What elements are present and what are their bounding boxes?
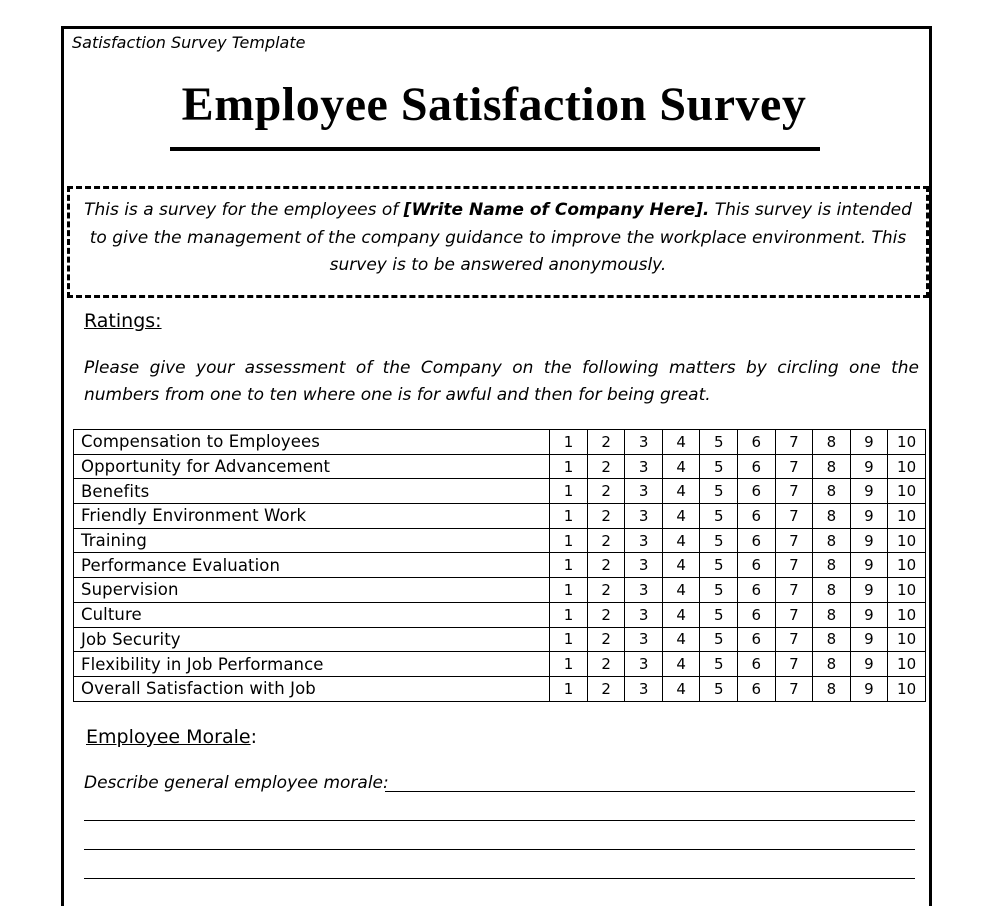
morale-answer-line[interactable] xyxy=(385,791,915,792)
rating-option-9[interactable]: 9 xyxy=(850,479,888,504)
rating-option-1[interactable]: 1 xyxy=(550,553,588,578)
rating-option-10[interactable]: 10 xyxy=(888,479,926,504)
rating-option-8[interactable]: 8 xyxy=(813,479,851,504)
rating-option-9[interactable]: 9 xyxy=(850,676,888,701)
rating-item-label: Compensation to Employees xyxy=(74,430,550,455)
rating-option-10[interactable]: 10 xyxy=(888,454,926,479)
rating-option-7[interactable]: 7 xyxy=(775,627,813,652)
rating-option-5[interactable]: 5 xyxy=(700,528,738,553)
rating-option-9[interactable]: 9 xyxy=(850,553,888,578)
rating-option-5[interactable]: 5 xyxy=(700,553,738,578)
rating-option-10[interactable]: 10 xyxy=(888,676,926,701)
rating-option-9[interactable]: 9 xyxy=(850,504,888,529)
rating-option-5[interactable]: 5 xyxy=(700,430,738,455)
rating-option-5[interactable]: 5 xyxy=(700,676,738,701)
rating-option-5[interactable]: 5 xyxy=(700,602,738,627)
rating-option-8[interactable]: 8 xyxy=(813,528,851,553)
rating-option-4[interactable]: 4 xyxy=(662,479,700,504)
rating-row xyxy=(74,504,926,529)
rating-option-1[interactable]: 1 xyxy=(550,676,588,701)
rating-option-10[interactable]: 10 xyxy=(888,652,926,677)
rating-option-2[interactable]: 2 xyxy=(587,652,625,677)
rating-row xyxy=(74,652,926,677)
rating-option-10[interactable]: 10 xyxy=(888,430,926,455)
rating-option-2[interactable]: 2 xyxy=(587,676,625,701)
rating-option-6[interactable]: 6 xyxy=(738,430,776,455)
intro-text-start: This is a survey for the employees of xyxy=(84,200,404,220)
rating-option-3[interactable]: 3 xyxy=(625,652,663,677)
morale-answer-line[interactable] xyxy=(84,849,915,850)
rating-option-7[interactable]: 7 xyxy=(775,652,813,677)
rating-option-2[interactable]: 2 xyxy=(587,504,625,529)
rating-option-4[interactable]: 4 xyxy=(662,652,700,677)
rating-option-4[interactable]: 4 xyxy=(662,504,700,529)
rating-option-2[interactable]: 2 xyxy=(587,479,625,504)
rating-option-6[interactable]: 6 xyxy=(738,553,776,578)
rating-option-8[interactable]: 8 xyxy=(813,504,851,529)
rating-option-9[interactable]: 9 xyxy=(850,602,888,627)
rating-option-2[interactable]: 2 xyxy=(587,553,625,578)
rating-option-9[interactable]: 9 xyxy=(850,454,888,479)
rating-option-3[interactable]: 3 xyxy=(625,504,663,529)
rating-option-7[interactable]: 7 xyxy=(775,676,813,701)
rating-option-9[interactable]: 9 xyxy=(850,652,888,677)
rating-option-6[interactable]: 6 xyxy=(738,528,776,553)
rating-option-8[interactable]: 8 xyxy=(813,553,851,578)
rating-option-3[interactable]: 3 xyxy=(625,528,663,553)
rating-item-label: Overall Satisfaction with Job xyxy=(74,676,550,701)
company-name-placeholder[interactable]: [Write Name of Company Here]. xyxy=(403,200,710,220)
rating-option-1[interactable]: 1 xyxy=(550,504,588,529)
rating-option-8[interactable]: 8 xyxy=(813,578,851,603)
rating-option-8[interactable]: 8 xyxy=(813,430,851,455)
rating-option-3[interactable]: 3 xyxy=(625,430,663,455)
rating-option-10[interactable]: 10 xyxy=(888,528,926,553)
rating-option-3[interactable]: 3 xyxy=(625,454,663,479)
rating-option-9[interactable]: 9 xyxy=(850,578,888,603)
rating-option-8[interactable]: 8 xyxy=(813,602,851,627)
morale-heading-text: Employee Morale xyxy=(86,726,251,748)
rating-item-label: Flexibility in Job Performance xyxy=(74,652,550,677)
rating-option-3[interactable]: 3 xyxy=(625,553,663,578)
rating-option-8[interactable]: 8 xyxy=(813,676,851,701)
rating-option-6[interactable]: 6 xyxy=(738,602,776,627)
rating-row xyxy=(74,578,926,603)
rating-option-1[interactable]: 1 xyxy=(550,479,588,504)
rating-option-6[interactable]: 6 xyxy=(738,676,776,701)
rating-option-4[interactable]: 4 xyxy=(662,627,700,652)
rating-option-1[interactable]: 1 xyxy=(550,454,588,479)
rating-row xyxy=(74,454,926,479)
rating-item-label: Culture xyxy=(74,602,550,627)
morale-answer-line[interactable] xyxy=(84,820,915,821)
rating-option-1[interactable]: 1 xyxy=(550,430,588,455)
rating-item-label: Job Security xyxy=(74,627,550,652)
rating-option-6[interactable]: 6 xyxy=(738,652,776,677)
morale-answer-line[interactable] xyxy=(84,878,915,879)
rating-option-8[interactable]: 8 xyxy=(813,627,851,652)
rating-option-5[interactable]: 5 xyxy=(700,652,738,677)
rating-option-7[interactable]: 7 xyxy=(775,528,813,553)
rating-option-4[interactable]: 4 xyxy=(662,578,700,603)
rating-option-6[interactable]: 6 xyxy=(738,578,776,603)
rating-option-2[interactable]: 2 xyxy=(587,602,625,627)
rating-option-6[interactable]: 6 xyxy=(738,504,776,529)
rating-option-4[interactable]: 4 xyxy=(662,430,700,455)
rating-option-7[interactable]: 7 xyxy=(775,578,813,603)
rating-option-6[interactable]: 6 xyxy=(738,627,776,652)
rating-option-10[interactable]: 10 xyxy=(888,504,926,529)
rating-row xyxy=(74,553,926,578)
rating-option-2[interactable]: 2 xyxy=(587,430,625,455)
rating-option-8[interactable]: 8 xyxy=(813,652,851,677)
rating-option-10[interactable]: 10 xyxy=(888,578,926,603)
intro-box xyxy=(67,186,929,298)
rating-option-4[interactable]: 4 xyxy=(662,553,700,578)
rating-row xyxy=(74,430,926,455)
rating-option-4[interactable]: 4 xyxy=(662,676,700,701)
rating-option-3[interactable]: 3 xyxy=(625,578,663,603)
rating-option-1[interactable]: 1 xyxy=(550,578,588,603)
rating-option-9[interactable]: 9 xyxy=(850,430,888,455)
rating-row xyxy=(74,479,926,504)
rating-item-label: Supervision xyxy=(74,578,550,603)
rating-option-10[interactable]: 10 xyxy=(888,602,926,627)
rating-option-1[interactable]: 1 xyxy=(550,528,588,553)
rating-item-label: Training xyxy=(74,528,550,553)
rating-option-10[interactable]: 10 xyxy=(888,553,926,578)
rating-option-4[interactable]: 4 xyxy=(662,454,700,479)
rating-option-5[interactable]: 5 xyxy=(700,578,738,603)
rating-row xyxy=(74,602,926,627)
rating-option-9[interactable]: 9 xyxy=(850,528,888,553)
rating-option-5[interactable]: 5 xyxy=(700,479,738,504)
rating-option-5[interactable]: 5 xyxy=(700,504,738,529)
rating-option-3[interactable]: 3 xyxy=(625,602,663,627)
rating-row xyxy=(74,528,926,553)
morale-heading-colon: : xyxy=(250,726,257,748)
rating-option-2[interactable]: 2 xyxy=(587,454,625,479)
rating-item-label: Benefits xyxy=(74,479,550,504)
rating-option-4[interactable]: 4 xyxy=(662,602,700,627)
rating-option-3[interactable]: 3 xyxy=(625,676,663,701)
rating-item-label: Friendly Environment Work xyxy=(74,504,550,529)
rating-option-7[interactable]: 7 xyxy=(775,602,813,627)
rating-option-2[interactable]: 2 xyxy=(587,627,625,652)
rating-option-1[interactable]: 1 xyxy=(550,602,588,627)
rating-option-8[interactable]: 8 xyxy=(813,454,851,479)
rating-option-1[interactable]: 1 xyxy=(550,627,588,652)
ratings-heading xyxy=(84,310,162,332)
rating-option-9[interactable]: 9 xyxy=(850,627,888,652)
rating-row xyxy=(74,676,926,701)
rating-option-7[interactable]: 7 xyxy=(775,430,813,455)
morale-heading xyxy=(86,726,257,748)
ratings-table xyxy=(73,429,926,702)
rating-option-7[interactable]: 7 xyxy=(775,479,813,504)
rating-option-3[interactable]: 3 xyxy=(625,627,663,652)
rating-option-7[interactable]: 7 xyxy=(775,454,813,479)
ratings-heading-text: Ratings: xyxy=(84,310,162,332)
morale-prompt: Describe general employee morale: xyxy=(84,773,389,793)
rating-option-6[interactable]: 6 xyxy=(738,479,776,504)
rating-option-2[interactable]: 2 xyxy=(587,528,625,553)
rating-option-7[interactable]: 7 xyxy=(775,553,813,578)
rating-item-label: Opportunity for Advancement xyxy=(74,454,550,479)
rating-option-6[interactable]: 6 xyxy=(738,454,776,479)
ratings-instructions: Please give your assessment of the Company on the following matters by circling one the numbers from one to ten where one is for awful and then for being great. xyxy=(84,358,919,405)
page-title: Employee Satisfaction Survey xyxy=(181,78,807,131)
rating-option-2[interactable]: 2 xyxy=(587,578,625,603)
title-underline xyxy=(170,147,820,151)
rating-option-5[interactable]: 5 xyxy=(700,454,738,479)
rating-option-4[interactable]: 4 xyxy=(662,528,700,553)
rating-option-3[interactable]: 3 xyxy=(625,479,663,504)
template-label: Satisfaction Survey Template xyxy=(72,33,306,52)
rating-option-1[interactable]: 1 xyxy=(550,652,588,677)
rating-item-label: Performance Evaluation xyxy=(74,553,550,578)
survey-page xyxy=(61,26,932,906)
rating-option-7[interactable]: 7 xyxy=(775,504,813,529)
rating-option-5[interactable]: 5 xyxy=(700,627,738,652)
rating-option-10[interactable]: 10 xyxy=(888,627,926,652)
intro-text-end: This survey is intended to give the management of the company guidance to improve the workplace environment. This survey is to be answered anonymously. xyxy=(89,200,912,275)
rating-row xyxy=(74,627,926,652)
